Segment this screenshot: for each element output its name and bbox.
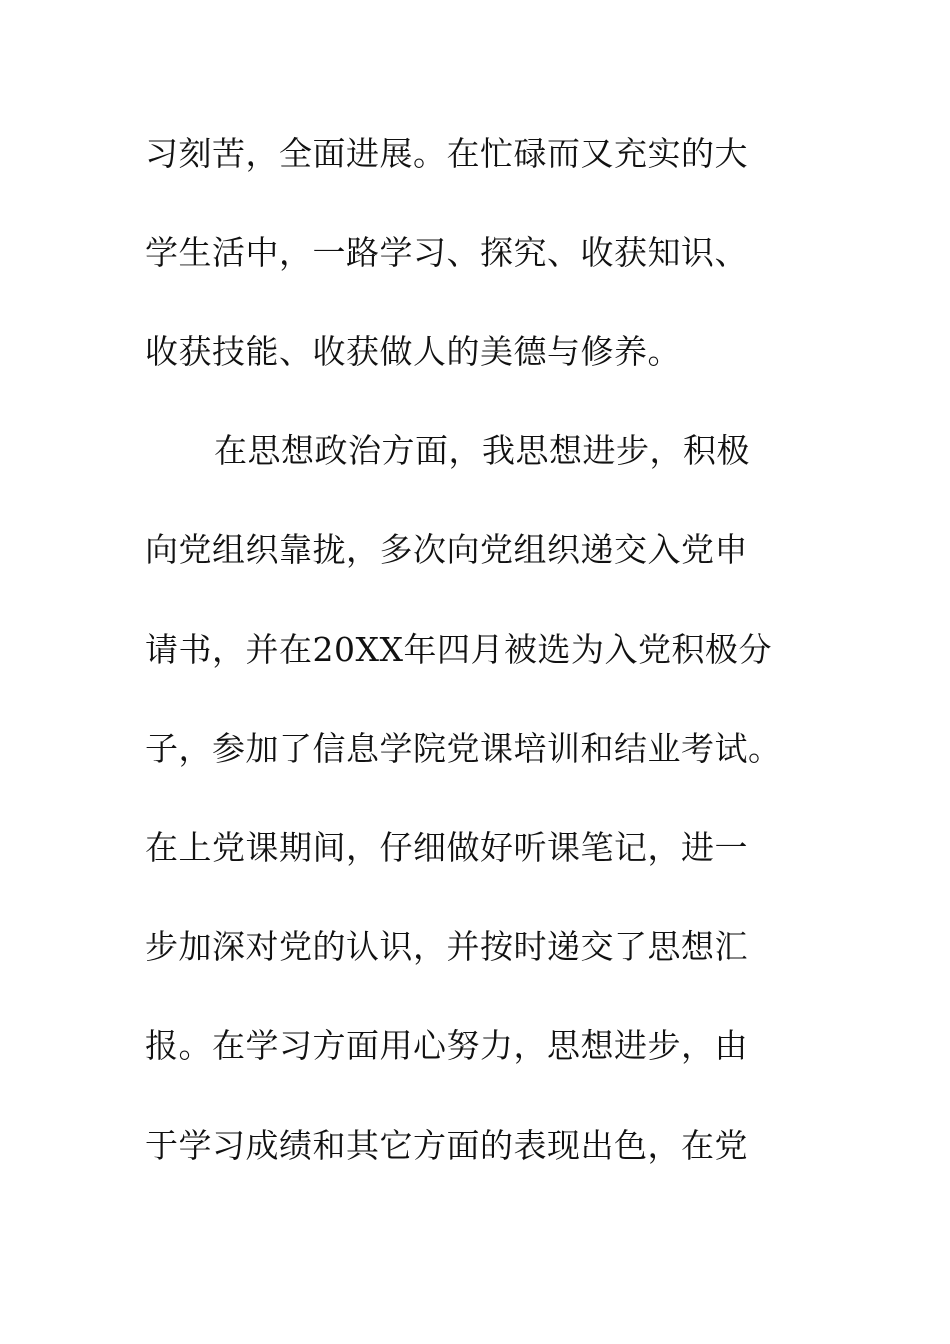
paragraph-first-line: 在思想政治方面，我思想进步，积极 — [214, 431, 750, 470]
text-line: 子，参加了信息学院党课培训和结业考试。 — [145, 729, 782, 768]
text-line: 请书，并在20XX年四月被选为入党积极分 — [145, 630, 772, 669]
text-line: 步加深对党的认识，并按时递交了思想汇 — [145, 927, 748, 966]
text-line: 在上党课期间，仔细做好听课笔记，进一 — [145, 828, 748, 867]
text-line: 向党组织靠拢，多次向党组织递交入党申 — [145, 530, 748, 569]
text-line: 于学习成绩和其它方面的表现出色，在党 — [145, 1126, 748, 1165]
text-line: 收获技能、收获做人的美德与修养。 — [145, 332, 681, 371]
text-line: 报。在学习方面用心努力，思想进步，由 — [145, 1026, 748, 1065]
text-line: 习刻苦，全面进展。在忙碌而又充实的大 — [145, 134, 748, 173]
text-line: 学生活中，一路学习、探究、收获知识、 — [145, 233, 748, 272]
